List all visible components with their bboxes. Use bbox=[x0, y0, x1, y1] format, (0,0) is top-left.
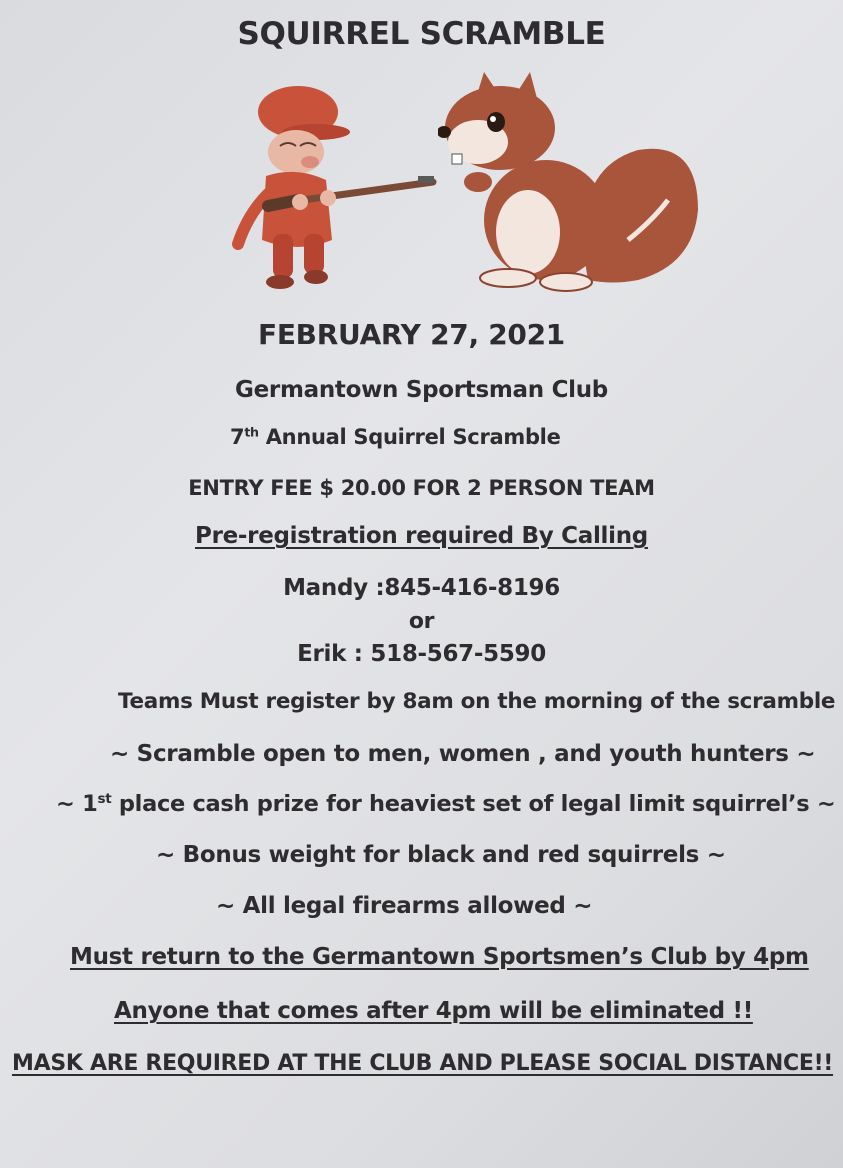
annual-rest: Annual Squirrel Scramble bbox=[258, 425, 561, 449]
rule-prize bbox=[56, 791, 835, 817]
prize-prefix: ~ 1 bbox=[56, 791, 98, 817]
annual-ordinal: 7 bbox=[230, 425, 245, 449]
rule-register: Teams Must register by 8am on the morning of the scramble bbox=[118, 689, 836, 714]
annual-event-line bbox=[230, 425, 561, 449]
mask-notice: MASK ARE REQUIRED AT THE CLUB AND PLEASE SOCIAL DISTANCE!! bbox=[12, 1051, 834, 1076]
rule-bonus: ~ Bonus weight for black and red squirrels ~ bbox=[156, 842, 726, 868]
flyer-title: SQUIRREL SCRAMBLE bbox=[237, 16, 606, 52]
hunter-illustration bbox=[228, 84, 443, 296]
event-date: FEBRUARY 27, 2021 bbox=[258, 318, 565, 351]
venue-name: Germantown Sportsman Club bbox=[235, 377, 608, 403]
rule-firearms: ~ All legal firearms allowed ~ bbox=[216, 893, 593, 919]
contact-erik: Erik : 518-567-5590 bbox=[297, 641, 546, 667]
entry-fee: ENTRY FEE $ 20.00 FOR 2 PERSON TEAM bbox=[188, 476, 655, 500]
prize-rest: place cash prize for heaviest set of legal limit squirrel’s ~ bbox=[111, 791, 836, 817]
contact-mandy: Mandy :845-416-8196 bbox=[283, 575, 560, 601]
prize-ordinal-suffix: st bbox=[97, 790, 112, 807]
preregistration-note: Pre-registration required By Calling bbox=[195, 523, 648, 549]
return-deadline: Must return to the Germantown Sportsmen’s Club by 4pm bbox=[70, 944, 809, 970]
annual-ordinal-suffix: th bbox=[244, 424, 259, 440]
rule-open: ~ Scramble open to men, women , and youth hunters ~ bbox=[110, 741, 816, 767]
contact-or: or bbox=[408, 609, 435, 634]
squirrel-illustration bbox=[438, 70, 698, 300]
elimination-warning: Anyone that comes after 4pm will be eliminated !! bbox=[114, 998, 753, 1024]
